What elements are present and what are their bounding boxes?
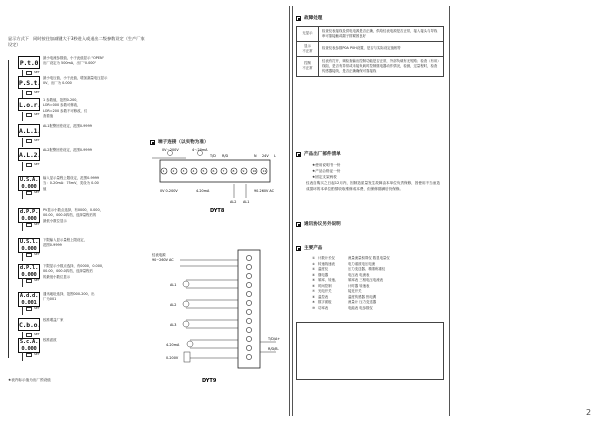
feature-number: ⑨ (312, 300, 316, 305)
fault-value: 检查仪表参数P0A P0H设置，是否与实际设定值相符 (319, 41, 444, 56)
intro-text: 显示方式下 同时按住加减键大于3秒进入或退出二级参数设定（生产厂家设定） (8, 36, 145, 48)
set-label: SET (34, 70, 40, 74)
arrow-down-icon (22, 190, 23, 199)
set-key-icon (26, 353, 32, 357)
set-key-icon (26, 71, 32, 75)
feature-title-text: 主要产品 (304, 246, 323, 251)
set-label: SET (34, 138, 40, 142)
star-bullet-icon: ★ (312, 163, 316, 167)
dyt8-label-bottom: 4-20mA (196, 189, 210, 193)
set-label: SET (34, 222, 40, 226)
feature-detail: 计时器 转速表 (348, 283, 370, 288)
dyt8-pin-number: 2 (172, 169, 175, 174)
dyt8-pin-number: 9 (242, 169, 245, 174)
dyt9-voltage-source-icon (184, 352, 190, 362)
page-number: 2 (586, 408, 592, 417)
set-key-icon (26, 191, 32, 195)
arrow-down-icon (22, 352, 23, 361)
step-description: 输入显示量程上限设定，范围0-9999 当：0-20mA：75mV，类设为 0-00 值 (43, 176, 100, 191)
square-bullet-icon (296, 246, 301, 251)
step-description: 下限输入显示量程上限设定， 范围0-9999 (43, 238, 88, 248)
feature-number: ③ (312, 267, 316, 272)
dyt9-current-source-icon (187, 341, 193, 347)
step-description: 最小电流参数值，小于此值显示 "OPEN" 出厂设定为 500mA，出厂"0.000" (43, 56, 105, 66)
parameter-step (8, 98, 146, 124)
square-bullet-icon (296, 152, 301, 157)
set-key-icon (26, 223, 32, 227)
feature-detail: 流量计 压力变送器 (348, 300, 377, 305)
fault-key: 显示 不正常 (297, 41, 319, 56)
dyt9-terminal-pin (246, 300, 251, 305)
dyt9-al2-relay-icon (183, 301, 189, 307)
feature-name: 光电开关 (318, 289, 332, 294)
set-label: SET (34, 352, 40, 356)
arrow-down-icon (22, 222, 23, 231)
dyt8-pin-number: 1 (162, 169, 165, 174)
set-key-icon (26, 139, 32, 143)
feature-number: ⑧ (312, 294, 316, 299)
parameter-step (8, 238, 146, 264)
dyt8-label-top: T/D (210, 154, 216, 158)
dyt9-label-left: AL3 (170, 323, 177, 327)
lcd-display: A.d.d. 0.001 (19, 293, 39, 306)
arrow-down-icon (22, 306, 23, 315)
parameter-step (8, 124, 146, 150)
blank-box (296, 322, 444, 380)
set-label: SET (34, 190, 40, 194)
set-key-icon (26, 253, 32, 257)
square-bullet-icon (296, 16, 301, 21)
feature-number: ① (312, 256, 316, 260)
lcd-display: S.c.A. 0.000 (19, 339, 39, 352)
fault-value: 仪表有打开，调检查输出控制功能是否正常，外部负载有无短路；检查（有用）线阻，是否有异常或未接负载时控制继电器动作情况，检测，过量程时，检查传感器接线，是否正确确保可靠接线 (319, 56, 444, 76)
lcd-display: P.S.t. (18, 76, 40, 89)
star-bullet-icon: ★ (312, 175, 316, 180)
dyt8-pin-number: 6 (212, 169, 215, 174)
set-label: SET (34, 112, 40, 116)
lcd-display: U.S.A. 0.000 (19, 177, 39, 190)
package-item (306, 174, 442, 180)
parameter-step (8, 264, 146, 290)
set-label: SET (34, 252, 40, 256)
dyt8-pin-number: 11 (262, 169, 267, 174)
feature-name: 频率、转速、 (318, 278, 339, 283)
package-item-text: 产品合格证一份 (315, 169, 341, 174)
parameter-step (8, 176, 146, 202)
lcd-display: d.P.P. 0.000 (19, 209, 39, 222)
feature-detail: 电能表 电参数仪 (348, 305, 373, 310)
column-divider-2 (449, 6, 450, 416)
feature-row (312, 306, 442, 312)
step-description: 下限显示小数点选择，有0000，0.000， 00.00，000.0四档，选择量程后 的最低小数位显示 (43, 264, 106, 279)
step-description: AL2报警回差设定，范围0-9999 (43, 148, 92, 152)
dyt8-label-top: 0V～200V (162, 148, 179, 152)
fault-value: 检查仪表接线及供电电源是否正确，供给仪表电源是否正常，接入接头与导线串可靠接触或端子排紧固良好 (319, 27, 444, 42)
parameter-step (8, 208, 146, 234)
lcd-display: U.S.l. 0.000 (19, 239, 39, 252)
dyt9-terminal-pin (246, 273, 251, 278)
feature-name: 转速线速表 (318, 261, 335, 266)
package-item-text: 使用说明书一份 (315, 163, 341, 167)
arrow-down-icon (22, 112, 23, 121)
dyt9-al3-relay-icon (183, 321, 189, 327)
dyt8-label-top: R/D (222, 154, 229, 158)
dyt8-label-bottom: 90-260V AC (254, 189, 275, 193)
dyt9-label-left: 4-20mA (166, 343, 180, 347)
dyt9-wiring-diagram (150, 246, 286, 386)
feature-name: 数字面板 (318, 300, 332, 305)
dyt9-label-left: 90~260V AC (152, 258, 174, 262)
set-key-icon (26, 333, 32, 337)
dyt9-terminal-pin (246, 282, 251, 287)
set-label: SET (34, 162, 40, 166)
notice-section-title (296, 222, 341, 228)
notice-title-text: 通讯协议另外说明 (304, 222, 341, 227)
dyt9-wires (180, 260, 276, 358)
arrow-down-icon (22, 138, 23, 147)
feature-detail: 接近开关 (348, 289, 362, 294)
set-label: SET (34, 278, 40, 282)
warranty-note: 仪表自购买之日起12月内，因制造质量发生故障由本单位负责保修，因使用不当而造成损坏的本单位酌情收取维修成本费，但保修期满后仍保修。 (306, 181, 440, 191)
dyt9-label-right: T/D/A+ (268, 337, 281, 341)
set-key-icon (26, 279, 32, 283)
footnote: ★表内标示值为出厂预设值 (8, 378, 51, 382)
step-description: 校准增益厂家 (43, 318, 64, 322)
package-title-text: 产品出厂部件清单 (304, 152, 341, 157)
dyt9-terminal-pin (246, 255, 251, 260)
step-description: PV显示小数点选择，有0000，0.000， 00.00，000.0四档，选择量程后的 最低小数位显示 (43, 208, 103, 223)
feature-name: 功率表 (318, 305, 329, 310)
dyt8-pin-number: 5 (202, 169, 205, 174)
feature-detail: 流量流量积算仪 数显电量仪 (348, 256, 390, 260)
arrow-down-icon (22, 278, 23, 287)
dyt8-pin-number: 7 (222, 169, 225, 174)
dyt9-label-left: 仪表电源 (152, 253, 166, 257)
dyt8-label-top: 24V (262, 154, 269, 158)
set-label: SET (34, 306, 40, 310)
fault-title-text: 故障处理 (304, 16, 323, 21)
dyt8-label-top: 4～20mA (192, 148, 208, 152)
fault-key: 控制 不正常 (297, 56, 319, 76)
lcd-display: C.b.o. (18, 318, 40, 331)
feature-detail: 压力变送器、精准称重仪 (348, 267, 386, 272)
dyt8-label-side: L (274, 154, 276, 158)
package-list (306, 162, 442, 192)
feature-number: ② (312, 261, 316, 266)
dyt8-wiring-diagram (150, 148, 286, 218)
set-label: SET (34, 332, 40, 336)
return-arrow-line (8, 60, 9, 358)
package-item-text: 固定支架两枚 (315, 175, 337, 180)
step-description: 1 参数值，范围0-200， LOR=000 参数可修改， LOR=200 参数不可修改，仅 查看值 (43, 98, 88, 118)
step-description: 最小电压值，小于此值，增加漏量电压显示 0V，出厂为 0.000 (43, 76, 108, 86)
feature-number: ⑥ (312, 283, 316, 288)
square-bullet-icon (296, 222, 301, 227)
fault-row (297, 27, 444, 42)
package-section-title (296, 152, 341, 158)
dyt9-model-label: DYT9 (202, 378, 217, 384)
fault-row (297, 56, 444, 76)
lcd-display: d.P.l. 0.000 (19, 265, 39, 278)
step-description: AL1报警回差设定，范围0-9999 (43, 124, 92, 128)
square-bullet-icon (150, 140, 155, 145)
feature-number: ④ (312, 272, 316, 277)
step-description: 校准滤波 (43, 338, 57, 342)
dyt9-label-left: AL1 (170, 283, 177, 287)
feature-name: 温控表 (318, 294, 329, 299)
dyt8-pin-number: 3 (182, 169, 185, 174)
feature-number: ⑦ (312, 289, 316, 294)
lcd-display: L.o.r. (18, 98, 40, 111)
dyt9-terminal-pin (246, 291, 251, 296)
set-key-icon (26, 91, 32, 95)
lcd-display: A.L.1. (18, 124, 40, 137)
fault-section-title (296, 16, 322, 22)
column-divider-1 (289, 6, 290, 416)
fault-row (297, 41, 444, 56)
dyt8-label-bottom: AL2 (230, 200, 237, 204)
parameter-step (8, 148, 146, 174)
parameter-step (8, 338, 146, 364)
dyt9-terminal-pin (246, 354, 251, 359)
dyt8-label-bottom: AL1 (243, 200, 250, 204)
feature-name: 继电器 (318, 272, 329, 277)
dyt9-label-right: R/D/B- (268, 347, 279, 351)
feature-name: 时间控制 (318, 283, 332, 288)
fault-key: 无显示 (297, 27, 319, 42)
dyt9-terminal-pin (246, 345, 251, 350)
arrow-down-icon (22, 252, 23, 261)
dyt8-pin-number: 8 (232, 169, 235, 174)
feature-number: ⑤ (312, 278, 316, 283)
dyt9-label-left: AL2 (170, 303, 177, 307)
dyt9-terminal-pin (246, 318, 251, 323)
feature-name: 计数计长仪 (318, 256, 335, 260)
column-divider-1b (292, 6, 293, 416)
star-bullet-icon: ★ (312, 169, 316, 174)
dyt9-al1-relay-icon (183, 281, 189, 287)
set-key-icon (26, 163, 32, 167)
lcd-display: P.t.0 (18, 56, 40, 69)
dyt9-terminal-pin (246, 327, 251, 332)
feature-section-title (296, 246, 322, 252)
lcd-display: A.L.2. (18, 148, 40, 161)
dyt9-terminal-pin (246, 264, 251, 269)
arrow-down-icon (22, 162, 23, 171)
dyt8-pin-number: 10 (252, 169, 257, 174)
dyt8-model-label: DYT8 (210, 208, 225, 214)
fault-table (296, 26, 444, 77)
dyt8-pin-number: 4 (192, 169, 195, 174)
feature-list (312, 256, 442, 311)
feature-detail: 频率表 三相电压电流表 (348, 278, 383, 283)
dyt8-label-bottom: 0V 0-200V (160, 189, 178, 193)
step-description: 通讯地址选择，范围000-200，出 厂为001 (43, 292, 95, 302)
dyt9-terminal-pin (246, 336, 251, 341)
feature-detail: 温度传感器 热电偶 (348, 294, 377, 299)
feature-name: 温度仪 (318, 267, 329, 272)
set-label: SET (34, 90, 40, 94)
feature-number: ⑩ (312, 305, 316, 310)
set-key-icon (26, 307, 32, 311)
dyt9-terminal-pin (246, 309, 251, 314)
parameter-step (8, 292, 146, 318)
feature-detail: 电力谐波电压电流 (348, 261, 376, 266)
feature-detail: 电压表 电流表 (348, 272, 370, 277)
dyt9-label-left: 0-200V (166, 356, 179, 360)
terminal-title-text: 端子连接（以实物为准） (158, 140, 209, 145)
dyt8-label-side: N (254, 154, 257, 158)
terminal-section-title (150, 140, 209, 146)
set-key-icon (26, 113, 32, 117)
